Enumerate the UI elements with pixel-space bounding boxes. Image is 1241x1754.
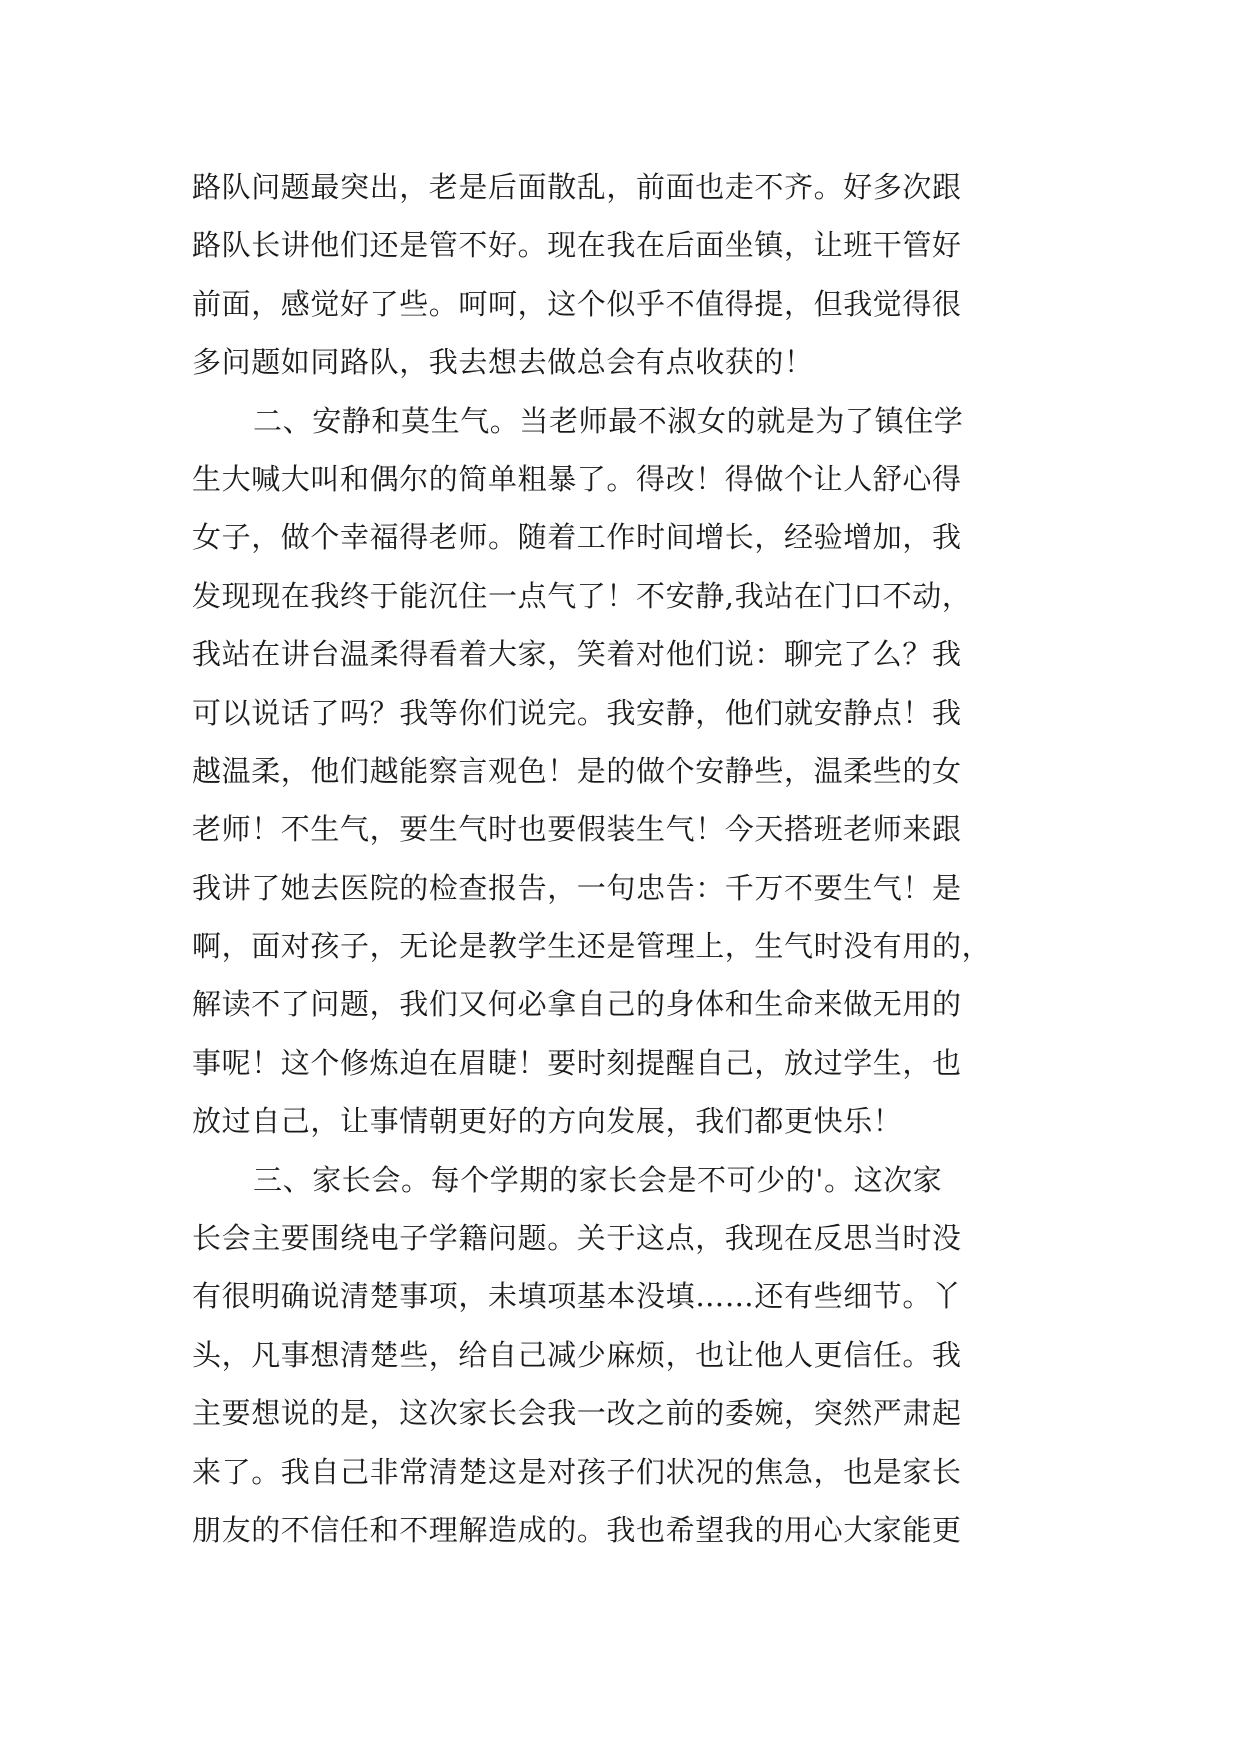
section-heading-line: 二、安静和莫生气。当老师最不淑女的就是为了镇住学 bbox=[253, 403, 964, 438]
text-line: 我讲了她去医院的检查报告，一句忠告：千万不要生气！是 bbox=[192, 870, 962, 905]
text-line: 老师！不生气，要生气时也要假装生气！今天搭班老师来跟 bbox=[192, 812, 962, 847]
text-line: 头，凡事想清楚些，给自己减少麻烦，也让他人更信任。我 bbox=[192, 1337, 962, 1372]
text-line: 女子，做个幸福得老师。随着工作时间增长，经验增加，我 bbox=[192, 520, 962, 555]
text-line: 来了。我自己非常清楚这是对孩子们状况的焦急，也是家长 bbox=[192, 1454, 962, 1489]
text-line: 解读不了问题，我们又何必拿自己的身体和生命来做无用的 bbox=[192, 987, 962, 1022]
text-line: 越温柔，他们越能察言观色！是的做个安静些，温柔些的女 bbox=[192, 753, 962, 788]
text-line: 啊，面对孩子，无论是教学生还是管理上，生气时没有用的， bbox=[192, 929, 992, 964]
text-line: 主要想说的是，这次家长会我一改之前的委婉，突然严肃起 bbox=[192, 1396, 962, 1431]
text-line: 生大喊大叫和偶尔的简单粗暴了。得改！得做个让人舒心得 bbox=[192, 461, 962, 496]
text-line: 路队问题最突出，老是后面散乱，前面也走不齐。好多次跟 bbox=[192, 170, 962, 204]
text-line: 多问题如同路队，我去想去做总会有点收获的！ bbox=[192, 345, 814, 380]
text-line: 路队长讲他们还是管不好。现在我在后面坐镇，让班干管好 bbox=[192, 228, 962, 263]
text-line: 发现现在我终于能沉住一点气了！不安静,我站在门口不动， bbox=[192, 578, 972, 613]
section-heading-line: 三、家长会。每个学期的家长会是不可少的'。这次家 bbox=[253, 1162, 943, 1197]
text-line: 可以说话了吗？我等你们说完。我安静，他们就安静点！我 bbox=[192, 695, 962, 730]
text-line: 放过自己，让事情朝更好的方向发展，我们都更快乐！ bbox=[192, 1104, 903, 1139]
body-text bbox=[192, 158, 1062, 1559]
text-line: 事呢！这个修炼迫在眉睫！要时刻提醒自己，放过学生，也 bbox=[192, 1045, 962, 1080]
text-line: 朋友的不信任和不理解造成的。我也希望我的用心大家能更 bbox=[192, 1512, 962, 1547]
text-line: 有很明确说清楚事项，未填项基本没填……还有些细节。丫 bbox=[192, 1279, 962, 1314]
text-line: 长会主要围绕电子学籍问题。关于这点，我现在反思当时没 bbox=[192, 1221, 962, 1256]
text-line: 前面，感觉好了些。呵呵，这个似乎不值得提，但我觉得很 bbox=[192, 286, 962, 321]
text-line: 我站在讲台温柔得看着大家，笑着对他们说：聊完了么？我 bbox=[192, 637, 962, 672]
